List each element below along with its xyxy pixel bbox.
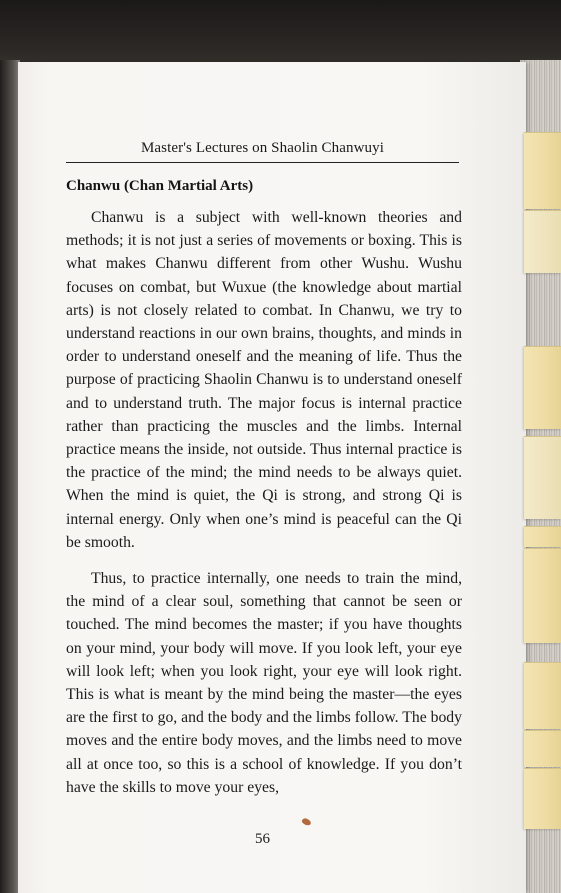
sticky-tab [524, 132, 561, 209]
body-paragraph-2: Thus, to practice internally, one needs to train the mind, the mind of a clear soul, something that cannot be seen or touched. The mind becomes the master; if you have thoughts on your mind, your body will move. If you look left, your eye will look left; when you look right, your eye will look right. This is what is meant by the mind being the master—the eyes are the first to go, and the body and the limbs follow. The body moves and the entire body moves, and the limbs need to move all at once too, so this is a school of knowledge. If you don’t have the skills to move your eyes, [66, 570, 462, 796]
running-header: Master's Lectures on Shaolin Chanwuyi [140, 140, 385, 156]
sticky-tab [524, 436, 561, 519]
header-rule [66, 162, 459, 163]
book-spine [0, 60, 20, 893]
sticky-tab [524, 730, 561, 767]
page-number: 56 [255, 831, 270, 847]
sticky-tab [524, 768, 561, 829]
section-title: Chanwu (Chan Martial Arts) [66, 178, 254, 194]
sticky-tab [524, 662, 561, 729]
sticky-tab [524, 548, 561, 643]
scanner-shadow [0, 0, 561, 68]
sticky-tab [524, 346, 561, 429]
sticky-tab [524, 526, 561, 547]
sticky-tab [524, 210, 561, 273]
body-paragraph-1: Chanwu is a subject with well-known theories and methods; it is not just a series of movements or boxing. This is what makes Chanwu different from other Wushu. Wushu focuses on combat, but Wuxue (the knowledge about martial arts) is not closely related to combat. In Chanwu, we try to understand reactions in our own brains, thoughts, and minds in order to understand oneself and the meaning of life. Thus the purpose of practicing Shaolin Chanwu is to understand oneself and to understand truth. The major focus is internal practice rather than practicing the muscles and the limbs. Internal practice means the inside, not outside. Thus internal practice is the practice of the mind; the mind needs to be always quiet. When the mind is quiet, the Qi is strong, and strong Qi is internal energy. Only when one’s mind is peaceful can the Qi be smooth. [66, 209, 462, 551]
